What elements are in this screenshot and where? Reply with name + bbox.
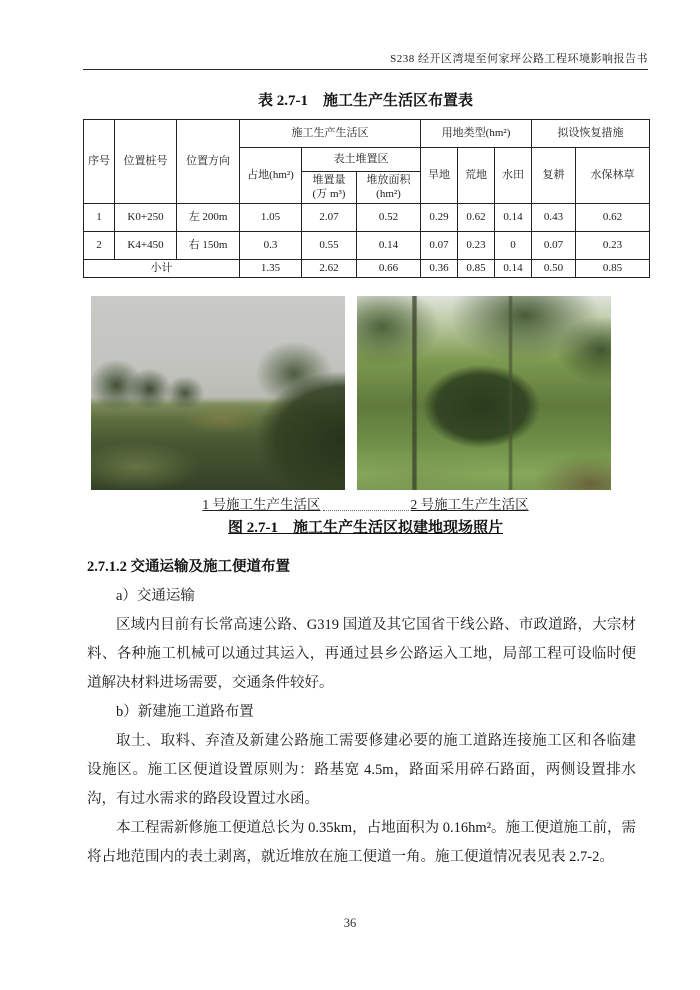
subtotal-waste: 0.85	[458, 259, 495, 277]
subtotal-forest-grass: 0.85	[576, 259, 650, 277]
cell-occupied: 0.3	[240, 231, 302, 259]
cell-pile-volume: 2.07	[302, 203, 357, 231]
subtotal-label: 小计	[84, 259, 240, 277]
cell-station: K0+250	[115, 203, 177, 231]
section-heading: 2.7.1.2 交通运输及施工便道布置	[87, 558, 290, 575]
subtotal-dry: 0.36	[421, 259, 458, 277]
subtotal-occupied: 1.35	[240, 259, 302, 277]
paragraph-road-layout: 取土、取料、弃渣及新建公路施工需要修建必要的施工道路连接施工区和各临建设施区。施工区便道设置原则为：路基宽 4.5m，路面采用碎石路面，两侧设置排水沟，有过水需求的路段设置过水函。	[87, 732, 636, 807]
cell-occupied: 1.05	[240, 203, 302, 231]
cell-dry: 0.07	[421, 231, 458, 259]
col-group-restore: 拟设恢复措施	[532, 120, 650, 148]
list-item-a: a）交通运输	[116, 587, 195, 604]
cell-waste: 0.23	[458, 231, 495, 259]
subtotal-paddy: 0.14	[495, 259, 532, 277]
cell-replough: 0.07	[532, 231, 576, 259]
page-number: 36	[343, 916, 357, 930]
paragraph-road-length: 本工程需新修施工便道总长为 0.35km，占地面积为 0.16hm²。施工便道施工前，需将占地范围内的表土剥离，就近堆放在施工便道一角。施工便道情况表见表 2.7-2。	[87, 819, 636, 865]
running-header: S238 经开区湾堤至何家坪公路工程环境影响报告书	[83, 50, 648, 70]
col-header-pile-area: 堆放面积 (hm²)	[357, 172, 421, 204]
cell-paddy: 0.14	[495, 203, 532, 231]
cell-waste: 0.62	[458, 203, 495, 231]
subtotal-pile-volume: 2.62	[302, 259, 357, 277]
photo2-caption: 2 号施工生产生活区	[410, 496, 529, 512]
photo1-caption: 1 号施工生产生活区	[202, 496, 321, 512]
col-header-paddy-field: 水田	[495, 148, 532, 204]
cell-pile-area: 0.14	[357, 231, 421, 259]
cell-direction: 左 200m	[177, 203, 240, 231]
cell-paddy: 0	[495, 231, 532, 259]
figure-caption: 图 2.7-1 施工生产生活区拟建地现场照片	[228, 519, 503, 536]
cell-replough: 0.43	[532, 203, 576, 231]
cell-forest-grass: 0.23	[576, 231, 650, 259]
col-group-camp: 施工生产生活区	[240, 120, 421, 148]
col-header-occupied-area: 占地(hm²)	[240, 148, 302, 204]
col-header-station: 位置桩号	[115, 120, 177, 204]
col-header-soil-forest-grass: 水保林草	[576, 148, 650, 204]
cell-pile-volume: 0.55	[302, 231, 357, 259]
table-row	[84, 231, 650, 259]
col-header-direction: 位置方向	[177, 120, 240, 204]
table-row	[84, 203, 650, 231]
camp-layout-table	[83, 119, 650, 278]
col-header-dry-land: 旱地	[421, 148, 458, 204]
cell-station: K4+450	[115, 231, 177, 259]
photo-captions	[83, 493, 648, 513]
subtotal-row	[84, 259, 650, 277]
col-group-topsoil: 表土堆置区	[302, 148, 421, 172]
caption-separator-line	[323, 496, 409, 511]
cell-pile-area: 0.52	[357, 203, 421, 231]
subtotal-replough: 0.50	[532, 259, 576, 277]
cell-direction: 右 150m	[177, 231, 240, 259]
paragraph-transport: 区域内目前有长常高速公路、G319 国道及其它国省干线公路、市政道路，大宗材料、各种施工机械可以通过其运入，再通过县乡公路运入工地，局部工程可设临时便道解决材料进场需要，交通条件较好。	[87, 616, 636, 691]
col-group-land-type: 用地类型(hm²)	[421, 120, 532, 148]
site-photo-2	[357, 296, 611, 490]
table-title: 表 2.7-1 施工生产生活区布置表	[258, 93, 473, 109]
list-item-b: b）新建施工道路布置	[116, 703, 254, 720]
subtotal-pile-area: 0.66	[357, 259, 421, 277]
cell-seq: 2	[84, 231, 115, 259]
cell-seq: 1	[84, 203, 115, 231]
site-photo-1	[91, 296, 345, 490]
col-header-seq: 序号	[84, 120, 115, 204]
col-header-pile-volume: 堆置量 (万 m³)	[302, 172, 357, 204]
cell-forest-grass: 0.62	[576, 203, 650, 231]
cell-dry: 0.29	[421, 203, 458, 231]
col-header-replough: 复耕	[532, 148, 576, 204]
figure-photos	[91, 296, 611, 490]
col-header-waste-land: 荒地	[458, 148, 495, 204]
